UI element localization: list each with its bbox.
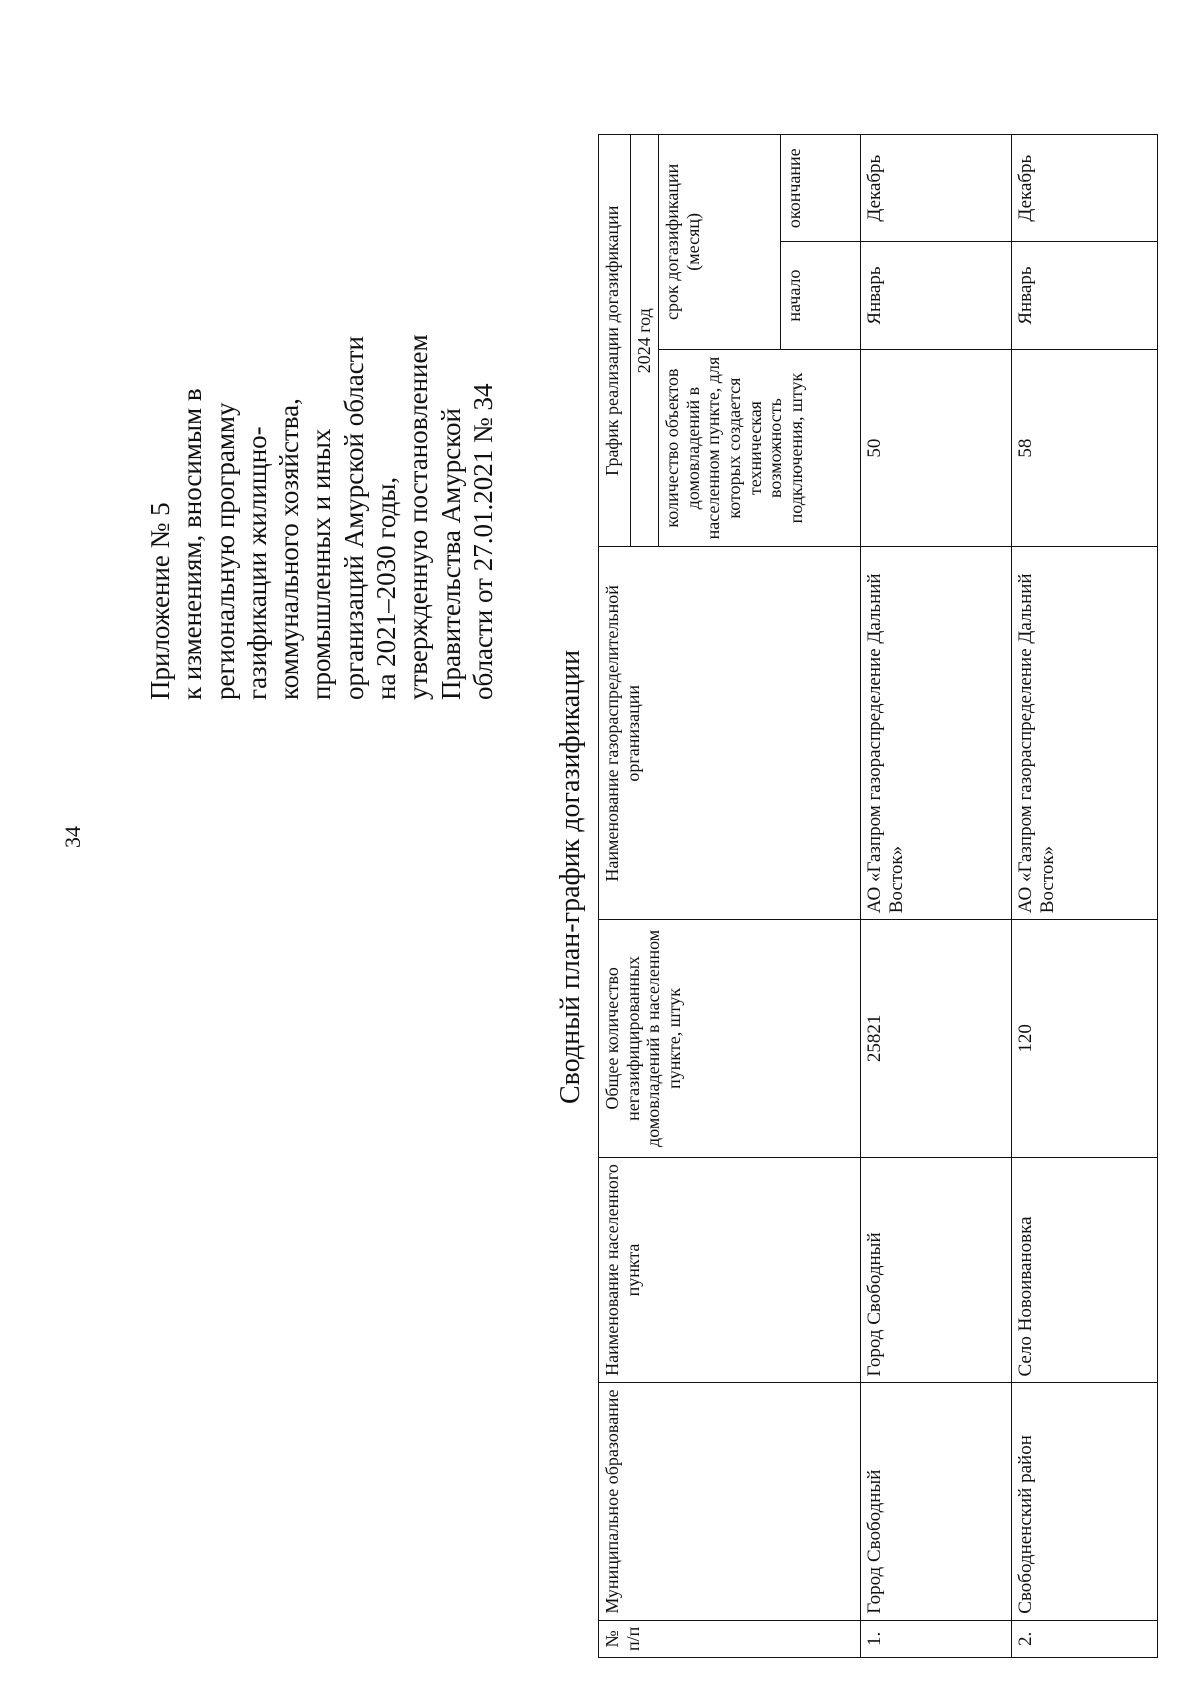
cell-settlement: Город Свободный	[861, 1157, 1012, 1383]
cell-objects: 58	[1011, 349, 1157, 547]
schedule-table	[598, 134, 1158, 1658]
appendix-line: промышленных и иных	[306, 428, 337, 700]
appendix-line: коммунального хозяйства,	[274, 398, 305, 700]
appendix-line: газификации жилищно-	[241, 426, 272, 700]
appendix-line: организаций Амурской области	[338, 336, 369, 700]
header-end: окончание	[781, 135, 861, 242]
cell-municipality: Город Свободный	[861, 1383, 1012, 1620]
cell-start: Январь	[861, 242, 1012, 349]
table-row	[1011, 135, 1157, 1658]
header-settlement: Наименование населенного пункта	[599, 1157, 861, 1383]
cell-end: Декабрь	[861, 135, 1012, 242]
appendix-note	[144, 120, 499, 700]
header-start: начало	[781, 242, 861, 349]
appendix-line: утвержденную постановлением	[403, 334, 434, 700]
cell-municipality: Свободненский район	[1011, 1383, 1157, 1620]
cell-start: Январь	[1011, 242, 1157, 349]
appendix-line: области от 27.01.2021 № 34	[467, 383, 498, 700]
header-num: № п/п	[599, 1620, 861, 1657]
appendix-line: к изменениям, вносимым в	[177, 388, 208, 700]
header-municipality: Муниципальное образование	[599, 1383, 861, 1620]
appendix-line: Правительства Амурской	[435, 408, 466, 700]
header-term: срок догазификации (месяц)	[659, 135, 781, 350]
cell-end: Декабрь	[1011, 135, 1157, 242]
page-number: 34	[60, 826, 85, 848]
cell-organization: АО «Газпром газораспределение Дальний Восток»	[861, 547, 1012, 920]
header-total: Общее количество негазифицированных домовладений в населенном пункте, штук	[599, 920, 861, 1157]
cell-objects: 50	[861, 349, 1012, 547]
header-objects: количество объектов домовладений в населенном пункте, для которых создается техническая возможность подключения, штук	[659, 349, 861, 547]
header-year: 2024 год	[631, 135, 659, 547]
cell-organization: АО «Газпром газораспределение Дальний Восток»	[1011, 547, 1157, 920]
appendix-line: Приложение № 5	[145, 502, 175, 700]
appendix-line: региональную программу	[209, 402, 240, 700]
cell-settlement: Село Новоивановка	[1011, 1157, 1157, 1383]
cell-total: 120	[1011, 920, 1157, 1157]
header-schedule: График реализации догазификации	[599, 135, 631, 547]
appendix-line: на 2021–2030 годы,	[371, 476, 402, 700]
cell-num: 1.	[861, 1620, 1012, 1657]
cell-total: 25821	[861, 920, 1012, 1157]
document-title: Сводный план-график догазификации	[555, 649, 586, 1104]
cell-num: 2.	[1011, 1620, 1157, 1657]
table-row	[861, 135, 1012, 1658]
header-organization: Наименование газораспределительной организации	[599, 547, 861, 920]
